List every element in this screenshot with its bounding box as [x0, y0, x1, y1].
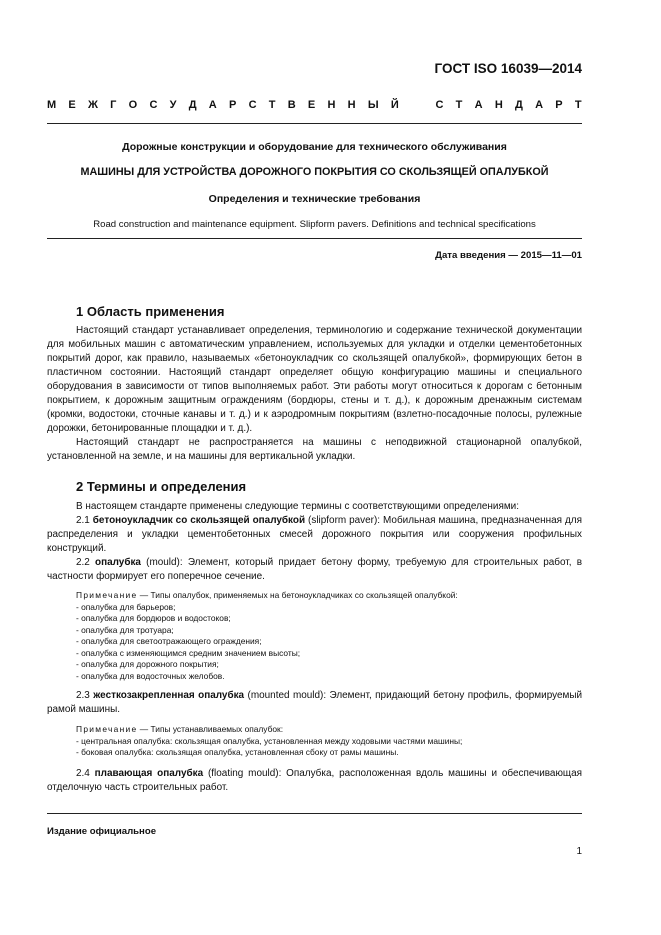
introduction-date: Дата введения — 2015—11—01	[435, 250, 582, 261]
term-2-1-term: бетоноукладчик со скользящей опалубкой	[92, 515, 306, 526]
standard-type-letter: С	[248, 99, 257, 111]
term-2-3-english: (mounted mould)	[244, 690, 324, 701]
term-2-2	[47, 556, 582, 584]
standard-type-letter: Н	[494, 99, 503, 111]
note-2-text: — Типы устанавливаемых опалубок:	[137, 724, 284, 734]
standard-type-letter: В	[287, 99, 296, 111]
term-2-2-number: 2.2	[76, 557, 96, 568]
note-1-item: - опалубка для дорожного покрытия;	[76, 659, 219, 669]
term-2-1	[47, 514, 582, 556]
term-2-2-term: опалубка	[95, 557, 141, 568]
standard-type-letter: О	[128, 99, 138, 111]
note-1-item: - опалубка для тротуара;	[76, 624, 174, 635]
note-1-item: - опалубка для барьеров;	[76, 601, 176, 612]
section-2-body-a	[47, 500, 582, 584]
standard-type-letter: А	[535, 99, 544, 111]
term-2-3	[47, 689, 582, 717]
standard-type-letter: Т	[455, 99, 463, 111]
note-1-item: - опалубка для светоотражающего ограждения;	[76, 636, 262, 646]
term-2-3-term: жесткозакрепленная опалубка	[93, 690, 245, 701]
page-number: 1	[576, 846, 582, 857]
term-2-2-english: (mould)	[140, 557, 180, 568]
term-2-2-definition: : Элемент, который придает бетону форму, требуемую для строительных работ, в частности формирует его поперечное сечение.	[47, 557, 582, 582]
term-2-4-english: (floating mould)	[203, 768, 279, 779]
note-1-item: - опалубка для бордюров и водостоков;	[76, 613, 231, 623]
note-1-label: Примечание	[76, 590, 138, 600]
section-1-heading: 1 Область применения	[76, 304, 225, 319]
header-rule	[47, 123, 582, 124]
section-1-paragraph-1: Настоящий стандарт устанавливает определения, терминологию и содержание технической документации для мобильных машин с автоматическим управлением, используемых для укладки и отделки цементобетонных покрытий дорог, как правило, называемых «бетоноукладчик со скользящей опалубкой», формирующих бетон в пластичном состоянии. Настоящий стандарт определяет общую конфигурацию машины и специального оборудования в зависимости от типов выполняемых работ. Эти работы могут относиться к дорогам с бетонным покрытием, к дорожным защитным ограждениям (бордюры, стены и т. д.), к дорожным дренажным системам (кромки, водостоки, сточные канавы и т. д.) и к аэродромным покрытиям (взлетно-посадочные полосы, рулежные дорожки, бетонированные площадки и т. д.).	[47, 325, 582, 434]
section-2-intro: В настоящем стандарте применены следующие термины с соответствующими определениями:	[76, 501, 519, 512]
standard-type-letter: У	[169, 99, 177, 111]
section-1-paragraph-2: Настоящий стандарт не распространяется на машины с неподвижной стационарной опалубкой, установленной на земле, и на машины для вертикальной укладки.	[47, 437, 582, 462]
standard-type-letter: Н	[347, 99, 356, 111]
note-mounted-types	[76, 724, 582, 759]
term-2-1-english: (slipform paver)	[305, 515, 378, 526]
standard-type-letter: Й	[390, 99, 399, 111]
note-2-item: - центральная опалубка: скользящая опалубка, установленная между ходовыми частями машины;	[76, 735, 463, 746]
standard-type-letter: Ж	[87, 99, 98, 111]
title-english: Road construction and maintenance equipment. Slipform pavers. Definitions and technical specifications	[93, 219, 536, 230]
term-2-3-definition: : Элемент, придающий бетону профиль, формируемый рамой машины.	[47, 690, 583, 715]
standard-type-letter: А	[474, 99, 483, 111]
term-2-4	[47, 767, 582, 795]
title-line-2: МАШИНЫ ДЛЯ УСТРОЙСТВА ДОРОЖНОГО ПОКРЫТИЯ СО СКОЛЬЗЯЩЕЙ ОПАЛУБКОЙ	[80, 166, 549, 178]
note-mould-types	[76, 590, 582, 682]
standard-type-letter: Н	[327, 99, 336, 111]
official-edition-label: Издание официальное	[47, 826, 157, 837]
standard-type-letter: Т	[268, 99, 276, 111]
standard-type-letter: Е	[68, 99, 76, 111]
footer-rule	[47, 813, 582, 814]
term-2-1-number: 2.1	[76, 515, 93, 526]
standard-type-letter: Ы	[367, 99, 379, 111]
standard-type-letter: Р	[555, 99, 563, 111]
standard-type-letter: Р	[228, 99, 237, 111]
standard-type-letter: С	[149, 99, 158, 111]
title-line-3: Определения и технические требования	[208, 193, 421, 205]
standard-type-letter: А	[208, 99, 217, 111]
term-2-1-definition: : Мобильная машина, предназначенная для распределения и укладки цементобетонных смесей дорожного покрытия или сооружения профильных конструкций.	[47, 515, 582, 554]
section-2-body-c	[47, 767, 582, 795]
title-rule	[47, 238, 582, 239]
standard-type-letter: М	[47, 99, 57, 111]
term-2-4-number: 2.4	[76, 768, 95, 779]
standard-type-letter: С	[435, 99, 444, 111]
term-2-4-term: плавающая опалубка	[94, 768, 204, 779]
standard-type-letter: Г	[110, 99, 117, 111]
section-2-heading: 2 Термины и определения	[76, 479, 247, 494]
section-1-body	[47, 324, 582, 464]
standard-type-letter: Д	[515, 99, 523, 111]
note-1-item: - опалубка для водосточных желобов.	[76, 670, 225, 681]
note-1-text: — Типы опалубок, применяемых на бетоноукладчиках со скользящей опалубкой:	[137, 590, 458, 600]
term-2-3-number: 2.3	[76, 690, 94, 701]
title-line-1: Дорожные конструкции и оборудование для технического обслуживания	[122, 141, 507, 153]
term-2-4-definition: : Опалубка, расположенная вдоль машины и обеспечивающая отделочную часть строительных работ.	[47, 768, 582, 793]
section-2-body-b	[47, 689, 582, 717]
note-2-item: - боковая опалубка: скользящая опалубка, установленная сбоку от рамы машины.	[76, 747, 399, 757]
standard-type-letter: Е	[307, 99, 316, 111]
standard-type-heading	[47, 99, 582, 111]
standard-type-letter: Д	[188, 99, 197, 111]
note-1-item: - опалубка с изменяющимся средним значением высоты;	[76, 647, 301, 658]
document-number: ГОСТ ISO 16039—2014	[434, 61, 582, 76]
standard-type-letter: Т	[574, 99, 582, 111]
note-2-label: Примечание	[76, 724, 138, 734]
